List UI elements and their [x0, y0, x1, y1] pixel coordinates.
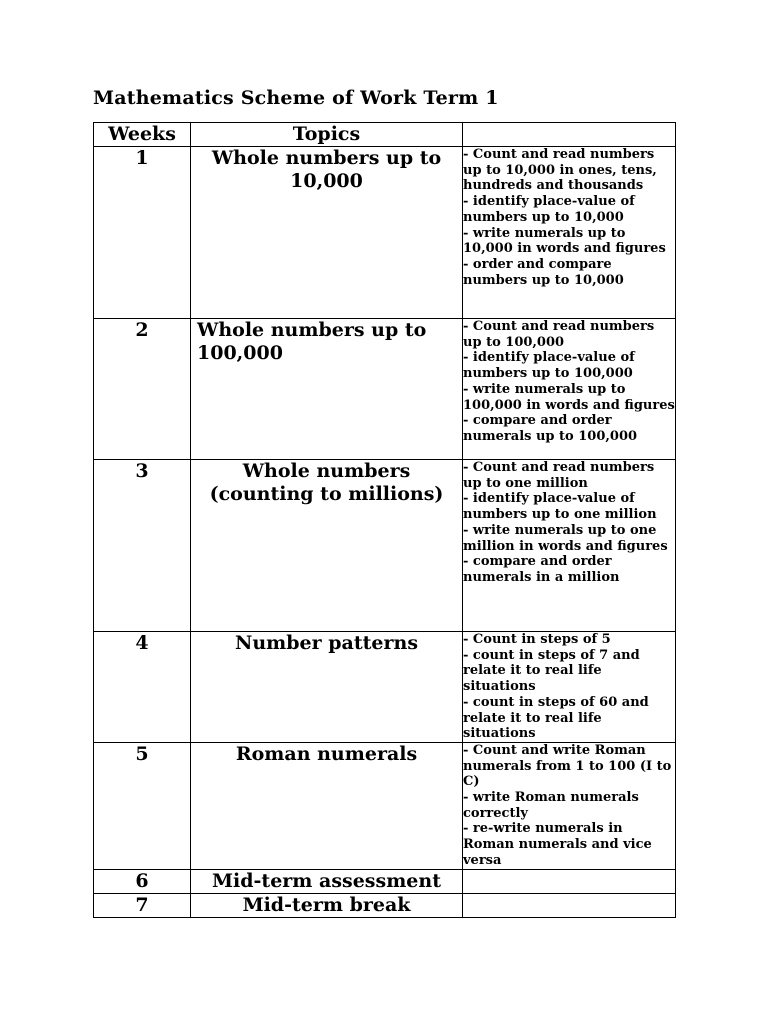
week-number: 2	[94, 319, 191, 460]
objective-item: - Count in steps of 5	[463, 632, 611, 647]
objectives-cell	[463, 632, 676, 743]
header-topics: Topics	[191, 123, 463, 147]
topic-cell: Whole numbers up to 100,000	[191, 319, 463, 460]
week-number: 5	[94, 742, 191, 869]
header-weeks: Weeks	[94, 123, 191, 147]
topic-cell: Roman numerals	[191, 742, 463, 869]
table-row	[94, 147, 676, 319]
objective-item: - write Roman numerals correctly	[463, 790, 639, 821]
objective-item: - compare and order numerals up to 100,000	[463, 413, 638, 444]
objective-item: - Count and read numbers up to 100,000	[463, 319, 655, 350]
objective-item: - identify place-value of numbers up to one million	[463, 491, 657, 523]
objective-item: - compare and order numerals in a million	[463, 554, 620, 585]
table-row	[94, 460, 676, 632]
table-row	[94, 742, 676, 869]
objectives-cell	[463, 869, 676, 893]
table-row	[94, 632, 676, 743]
objective-item: - write numerals up to 10,000 in words and figures	[463, 225, 666, 257]
table-header-row	[94, 123, 676, 147]
topic-cell: Number patterns	[191, 632, 463, 743]
scheme-of-work-table	[93, 122, 676, 918]
week-number: 3	[94, 460, 191, 632]
week-number: 1	[94, 147, 191, 319]
objective-item: - Count and write Roman numerals from 1 to 100 (I to C)	[463, 742, 672, 790]
objective-item: - write numerals up to one million in words and figures	[463, 522, 668, 554]
objective-item: - order and compare numbers up to 10,000	[463, 256, 624, 288]
objectives-cell	[463, 893, 676, 917]
objectives-cell	[463, 742, 676, 869]
table-row	[94, 893, 676, 917]
objective-item: - write numerals up to 100,000 in words and figures	[463, 381, 675, 413]
objective-item: - Count and read numbers up to 10,000 in ones, tens, hundreds and thousands	[463, 147, 657, 194]
objective-item: - count in steps of 7 and relate it to real life situations	[463, 647, 640, 695]
week-number: 4	[94, 632, 191, 743]
topic-cell: Whole numbers up to 10,000	[191, 147, 463, 319]
document-title: Mathematics Scheme of Work Term 1	[93, 87, 499, 109]
objective-item: - identify place-value of numbers up to 100,000	[463, 350, 635, 382]
objective-item: - count in steps of 60 and relate it to real life situations	[463, 694, 649, 742]
topic-cell: Mid-term assessment	[191, 869, 463, 893]
topic-cell: Mid-term break	[191, 893, 463, 917]
header-objectives	[463, 123, 676, 147]
objective-item: - identify place-value of numbers up to 10,000	[463, 194, 635, 225]
week-number: 6	[94, 869, 191, 893]
table-row	[94, 319, 676, 460]
table-row	[94, 869, 676, 893]
objectives-cell	[463, 147, 676, 319]
objective-item: - Count and read numbers up to one million	[463, 460, 655, 491]
topic-cell: Whole numbers (counting to millions)	[191, 460, 463, 632]
week-number: 7	[94, 893, 191, 917]
objectives-cell	[463, 319, 676, 460]
objectives-cell	[463, 460, 676, 632]
objective-item: - re-write numerals in Roman numerals and vice versa	[463, 821, 652, 868]
